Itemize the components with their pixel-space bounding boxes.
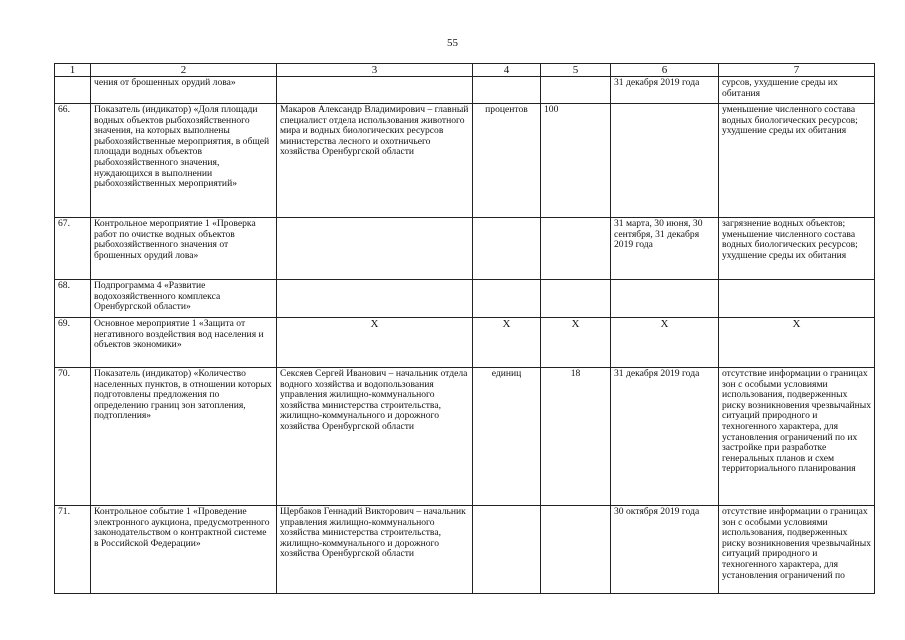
row-number: 71.	[55, 506, 91, 594]
row-unit	[473, 280, 541, 318]
row-value	[541, 280, 611, 318]
row-risks: отсутствие информации о границах зон с особыми условиями использования, подверженных риску возникновения чрезвычайных ситуаций природного и техногенного характера, для установления ограничений по их застройке при разработке генеральных планов и схем территориального планирования	[719, 368, 875, 506]
row-responsible: Сексяев Сергей Иванович – начальник отдела водного хозяйства и водопользования управления жилищно-коммунального хозяйства министерства строительства, жилищно-коммунального и дорожного хозяйства Оренбургской области	[277, 368, 473, 506]
row-risks: отсутствие информации о границах зон с особыми условиями использования, подверженных риску возникновения чрезвычайных ситуаций природного и техногенного характера, для установления ограничений по	[719, 506, 875, 594]
row-name: Показатель (индикатор) «Количество населенных пунктов, в отношении которых подготовлены предложения по определению границ зон затопления, подтопления»	[91, 368, 277, 506]
table-row	[55, 104, 875, 218]
row-date: 31 декабря 2019 года	[611, 368, 719, 506]
table-row	[55, 280, 875, 318]
row-name: Показатель (индикатор) «Доля площади водных объектов рыбохозяйственного значения, на которых выполнены рыбохозяйственные мероприятия, в общей площади водных объектов рыбохозяйственного значения, нуждающихся в выполнении рыбохозяйственных мероприятий»	[91, 104, 277, 218]
table-row	[55, 318, 875, 368]
row-risks: сурсов, ухудшение среды их обитания	[719, 77, 875, 104]
row-date: Х	[611, 318, 719, 368]
row-value: Х	[541, 318, 611, 368]
row-responsible: Макаров Александр Владимирович – главный специалист отдела использования животного мира и водных биологических ресурсов министерства лесного и охотничьего хозяйства Оренбургской области	[277, 104, 473, 218]
row-number: 67.	[55, 218, 91, 280]
row-risks	[719, 280, 875, 318]
row-unit	[473, 218, 541, 280]
row-value	[541, 218, 611, 280]
row-value	[541, 506, 611, 594]
table-row	[55, 368, 875, 506]
table-row	[55, 506, 875, 594]
column-header: 7	[719, 64, 875, 77]
column-header: 2	[91, 64, 277, 77]
row-number	[55, 77, 91, 104]
row-name: Контрольное событие 1 «Проведение электронного аукциона, предусмотренного законодательством о контрактной системе в Российской Федерации»	[91, 506, 277, 594]
column-header: 3	[277, 64, 473, 77]
row-responsible	[277, 280, 473, 318]
column-header: 5	[541, 64, 611, 77]
row-number: 66.	[55, 104, 91, 218]
row-number: 69.	[55, 318, 91, 368]
row-name: чения от брошенных орудий лова»	[91, 77, 277, 104]
row-name: Контрольное мероприятие 1 «Проверка работ по очистке водных объектов рыбохозяйственного значения от брошенных орудий лова»	[91, 218, 277, 280]
column-header: 6	[611, 64, 719, 77]
row-value: 100	[541, 104, 611, 218]
row-value: 18	[541, 368, 611, 506]
row-date	[611, 280, 719, 318]
plan-table	[54, 63, 875, 594]
row-responsible	[277, 218, 473, 280]
row-date: 31 декабря 2019 года	[611, 77, 719, 104]
row-unit: единиц	[473, 368, 541, 506]
row-risks: загрязнение водных объектов; уменьшение численного состава водных биологических ресурсов; ухудшение среды их обитания	[719, 218, 875, 280]
page-number: 55	[447, 37, 458, 49]
row-name: Подпрограмма 4 «Развитие водохозяйственного комплекса Оренбургской области»	[91, 280, 277, 318]
row-responsible: Щербаков Геннадий Викторович – начальник управления жилищно-коммунального хозяйства министерства строительства, жилищно-коммунального и дорожного хозяйства Оренбургской области	[277, 506, 473, 594]
row-responsible: Х	[277, 318, 473, 368]
row-value	[541, 77, 611, 104]
row-number: 68.	[55, 280, 91, 318]
column-header: 4	[473, 64, 541, 77]
row-risks: уменьшение численного состава водных биологических ресурсов; ухудшение среды их обитания	[719, 104, 875, 218]
table-row	[55, 77, 875, 104]
column-header: 1	[55, 64, 91, 77]
row-responsible	[277, 77, 473, 104]
row-unit	[473, 77, 541, 104]
row-name: Основное мероприятие 1 «Защита от негативного воздействия вод населения и объектов экономики»	[91, 318, 277, 368]
row-date: 31 марта, 30 июня, 30 сентября, 31 декабря 2019 года	[611, 218, 719, 280]
row-unit	[473, 506, 541, 594]
row-date	[611, 104, 719, 218]
header-row	[55, 64, 875, 77]
row-unit: процентов	[473, 104, 541, 218]
table-row	[55, 218, 875, 280]
row-risks: Х	[719, 318, 875, 368]
row-number: 70.	[55, 368, 91, 506]
row-unit: Х	[473, 318, 541, 368]
row-date: 30 октября 2019 года	[611, 506, 719, 594]
